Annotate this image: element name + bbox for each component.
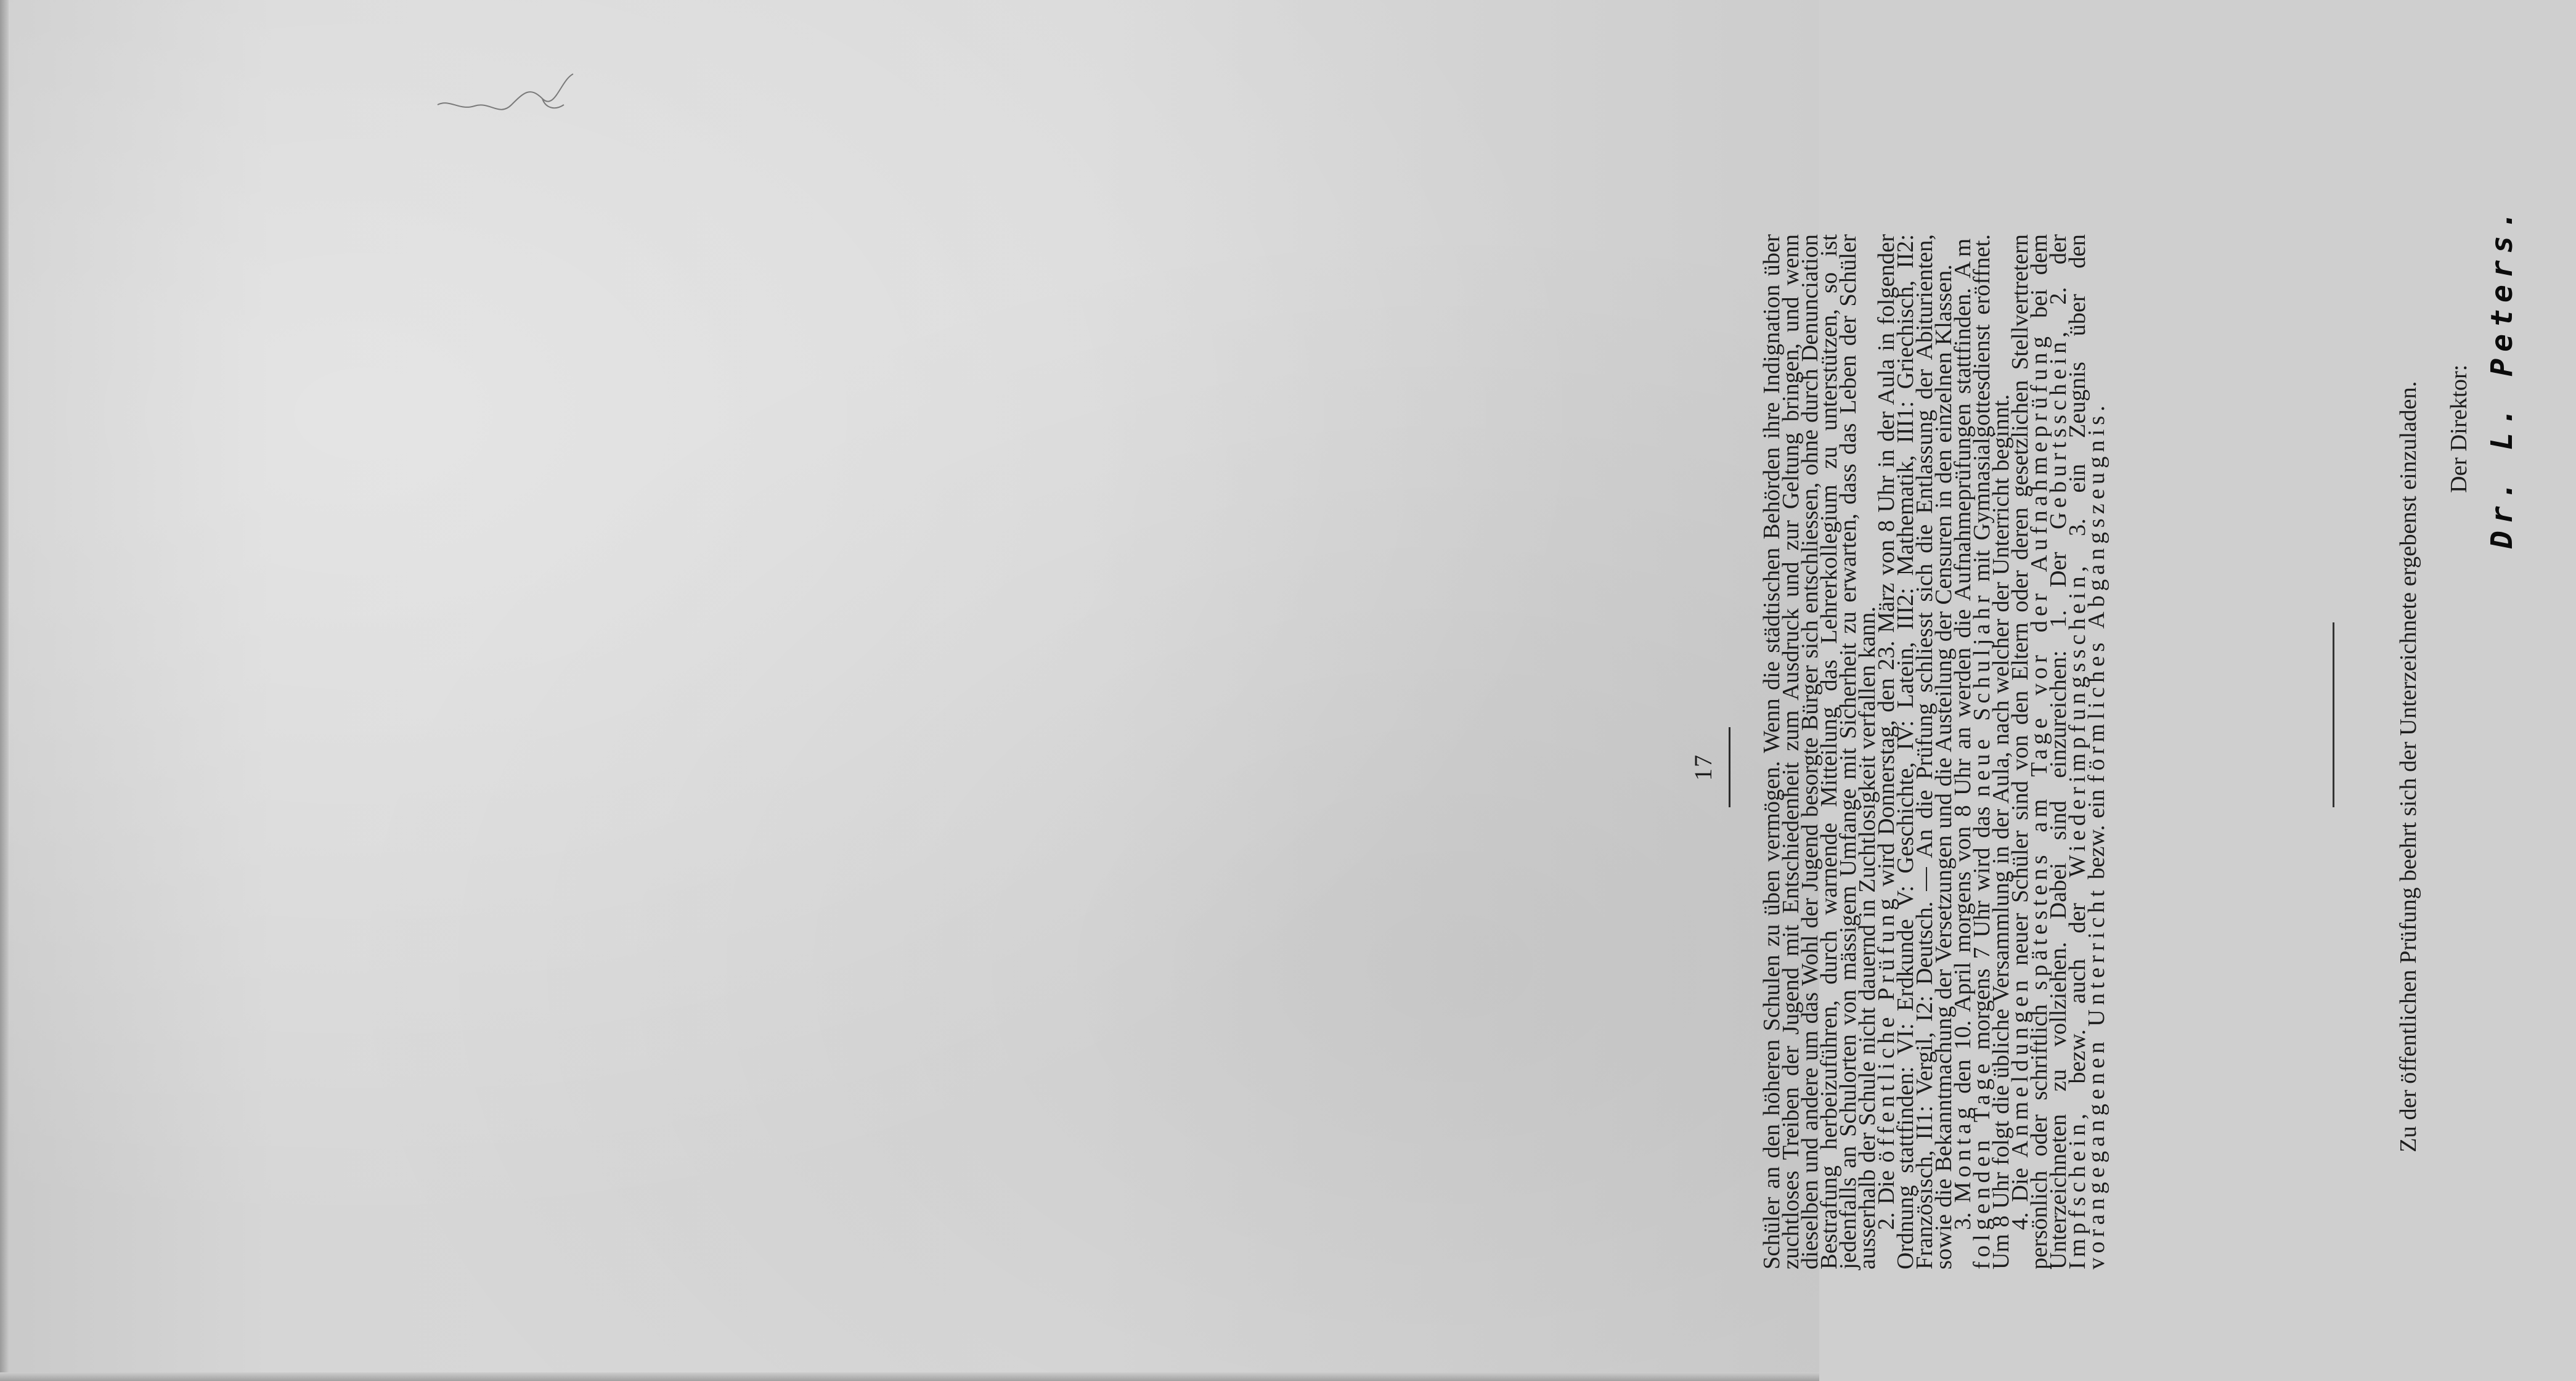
header-rule xyxy=(1729,727,1730,807)
paragraph-4-text-5: 3. ein Zeugnis über den xyxy=(2064,234,2090,537)
paragraph-3-emphasis-3: neue Schuljahr xyxy=(1969,591,1995,797)
paragraph-4-lead: Die xyxy=(2007,1168,2033,1202)
page-left-edge xyxy=(0,0,9,1381)
paragraph-2-text: wird Donnerstag, den 23. März von 8 Uhr in der Aula in folgender Ordnung stattfinden: VI: Erdkunde V: Geschichte, IV: Latein, III2: Mathematik, III1: Griechisch, II2: Französisch, II1: Vergil, I2: Deutsch. — An die Prüfung schliesst sich die Entlassung der Abiturienten, sowie die Bekanntmachung der Versetzungen und die Austeilung der Censuren in den einzelnen Klassen. xyxy=(1873,234,1957,1269)
paragraph-3-text-1: den 10. April morgens von 8 Uhr an werden die Aufnahmeprüfungen stattfinden. xyxy=(1950,288,1976,1094)
document-body xyxy=(1759,234,2109,1269)
paragraph-4-emphasis-2: spätestens am Tage vor der Aufnahmeprüfung xyxy=(2026,332,2052,990)
invitation-line: Zu der öffentlichen Prüfung beehrt sich der Unterzeichnete ergebenst einzuladen. xyxy=(2395,381,2421,1152)
paragraph-4-emphasis-6: vorangegangenen Unterricht xyxy=(2084,886,2109,1269)
paragraph-2-emphasis: öffentliche Prüfung xyxy=(1873,894,1899,1163)
paragraph-4-emphasis-3: Geburtsschein, xyxy=(2045,327,2071,530)
paragraph-2-lead: Die xyxy=(1873,1170,1899,1205)
paragraph-4-emphasis-7: förmliches Abgangszeugnis. xyxy=(2084,401,2109,783)
paragraph-3-text-2: morgens 7 Uhr wird das xyxy=(1969,806,1995,1050)
paragraph-4-text-6: bezw. ein xyxy=(2084,789,2109,880)
paragraph-4-text-3: 2. der xyxy=(2045,234,2071,305)
paragraph-4-text-2: bei dem Unterzeichneten zu vollziehen. Dabei sind einzureichen: 1. Der xyxy=(2026,234,2071,1269)
paragraph-3-text-3: mit Gymnasialgottesdienst eröffnet. Um 8 Uhr folgt die übliche Versammlung in der Aula, nach welcher der Unterricht beginnt. xyxy=(1969,234,2014,1269)
paragraph-4-emphasis-5: Wiederimpfungsschein, xyxy=(2064,561,2090,878)
page-bottom-edge xyxy=(0,1372,1819,1381)
paragraph-4-text-4: bezw. auch der xyxy=(2064,903,2090,1084)
paragraph-4 xyxy=(2007,234,2109,1269)
paragraph-2-number: 2. xyxy=(1873,1212,1899,1230)
intro-paragraph: Schüler an den höheren Schulen zu üben vermögen. Wenn die städtischen Behörden ihre Indignation über zuchtloses Treiben der Jugend mit Entschiedenheit zum Ausdruck und zur Geltung bringen, und wenn dieselben und andere um das Wohl der Jugend besorgte Bürger sich entschliessen, ohne durch Denunciation Bestrafung herbeizuführen, durch warnende Mitteilung das Lehrerkollegium zu unterstützen, so ist jedenfalls an Schulorten von mässigem Umfange mit Sicherheit zu erwarten, dass das Leben der Schüler ausserhalb der Schule nicht dauernd in Zuchtlosigkeit verfallen kann. xyxy=(1759,234,1880,1269)
paragraph-3-emphasis-1: Montag xyxy=(1950,1103,1976,1203)
paragraph-4-text-1: neuer Schüler sind von den Eltern oder deren gesetzlichen Stellvertretern persönlich oder schriftlich xyxy=(2007,234,2052,1269)
paragraph-4-number: 4. xyxy=(2007,1212,2033,1230)
paragraph-4-emphasis-4: Impfschein, xyxy=(2064,1109,2090,1269)
director-signature: Dr. L. Peters. xyxy=(2485,204,2519,548)
paragraph-2 xyxy=(1873,234,1957,1269)
paragraph-3-emphasis-2: Am folgenden Tage xyxy=(1950,234,1995,1269)
stray-pencil-mark xyxy=(431,62,592,129)
page-number: 17 xyxy=(1689,754,1717,781)
section-divider xyxy=(2333,622,2334,807)
paragraph-3 xyxy=(1950,234,2014,1269)
document-page xyxy=(1689,191,2576,1343)
paragraph-4-emphasis-1: Anmeldungen xyxy=(2007,976,2033,1158)
director-title: Der Direktor: xyxy=(2446,364,2472,493)
paragraph-3-number: 3. xyxy=(1950,1212,1976,1230)
